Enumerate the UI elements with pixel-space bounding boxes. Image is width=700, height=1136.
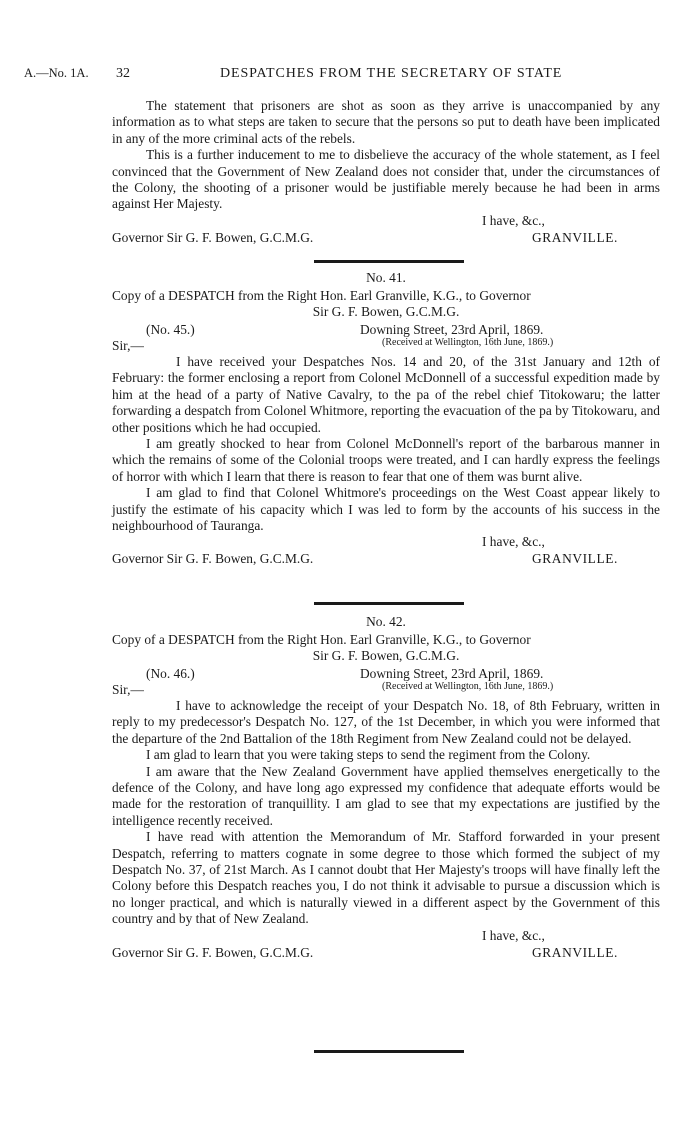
copy-heading-line-1: Copy of a DESPATCH from the Right Hon. Earl Granville, K.G., to Governor [112,288,531,303]
despatch-42 [112,614,660,962]
copy-heading-line-1: Copy of a DESPATCH from the Right Hon. Earl Granville, K.G., to Governor [112,632,531,647]
despatch-paragraph: I have received your Despatches Nos. 14 and 20, of the 31st January and 12th of February: the former enclosing a report from Colonel McDonnell of a successful expedition made by him at the head of a party of Native Cavalry, to the pa of the rebel chief Titokowaru; the latter forwarding a despatch from Colonel Whitmore, reporting the evacuation of the pa by Titokowaru, and other positions which he had occupied. [112,354,660,435]
intro-closing [112,213,660,230]
document-reference: A.—No. 1A. [24,66,89,80]
signature: GRANVILLE. [532,229,618,245]
salutation-row [112,337,660,353]
despatch-number: No. 42. [366,614,406,629]
closing-phrase: I have, &c., [482,212,545,228]
despatch-ref: (No. 45.) [146,322,195,337]
intro-section [112,98,660,247]
despatch-paragraph: I am aware that the New Zealand Government have applied themselves energetically to the defence of the Colony, and have long ago expressed my confidence that adequate efforts would be made for the restoration of tranquillity. I am glad to see that my expectations are justified by the intelligence recently received. [112,763,660,828]
despatch-41 [112,270,660,568]
copy-heading-line-2: Sir G. F. Bowen, G.C.M.G. [312,304,460,319]
salutation-row [112,681,660,697]
recipient: Governor Sir G. F. Bowen, G.C.M.G. [112,551,314,567]
closing-phrase: I have, &c., [482,927,545,943]
despatch-paragraph: I have read with attention the Memorandum of Mr. Stafford forwarded in your present Despatch, referring to matters cognate in some degree to those which formed the subject of my Despatch No. 37, of 21st March. As I cannot doubt that Her Majesty's troops will have finally left the Colony before this Despatch reaches you, I do not think it advisable to pursue a discussion which is no longer practical, and which is naturally viewed in a different aspect by the Government of this country and by that of New Zealand. [112,829,660,927]
despatch-paragraph: I have to acknowledge the receipt of your Despatch No. 18, of 8th February, written in reply to my predecessor's Despatch No. 127, of the 1st December, in which you were informed that the departure of the 2nd Battalion of the 18th Regiment from New Zealand could not be delayed. [112,698,660,746]
received-note: (Received at Wellington, 16th June, 1869.) [382,337,554,348]
section-divider [314,1050,464,1053]
recipient: Governor Sir G. F. Bowen, G.C.M.G. [112,944,314,960]
despatch-paragraph: I am glad to learn that you were taking steps to send the regiment from the Colony. [146,747,591,763]
page-number: 32 [116,66,130,81]
place-date: Downing Street, 23rd April, 1869. [360,322,544,337]
recipient: Governor Sir G. F. Bowen, G.C.M.G. [112,229,314,245]
section-divider [314,260,464,263]
salutation: Sir,— [112,338,144,353]
despatch-number: No. 41. [366,270,406,285]
signature: GRANVILLE. [532,551,618,567]
signature-row [112,551,660,568]
ref-date-row [112,322,660,338]
place-date: Downing Street, 23rd April, 1869. [360,666,544,681]
copy-heading-line-2: Sir G. F. Bowen, G.C.M.G. [312,648,460,663]
intro-signature-line [112,230,660,247]
intro-paragraph: The statement that prisoners are shot as soon as they arrive is unaccompanied by any information as to what steps are taken to secure that the persons so put to death have been implicated in any of the more criminal acts of the rebels. [112,98,660,146]
despatch-paragraph: I am glad to find that Colonel Whitmore's proceedings on the West Coast appear likely to justify the estimate of his capacity which I was led to form by the accounts of his success in the neighbourhood of Tauranga. [112,485,660,534]
closing-phrase: I have, &c., [482,534,545,550]
salutation: Sir,— [112,682,144,697]
received-note: (Received at Wellington, 16th June, 1869.) [382,681,554,692]
intro-paragraph: This is a further inducement to me to disbelieve the accuracy of the whole statement, as I feel convinced that the Government of New Zealand does not consider that, under the circumstances of the Colony, the shooting of a prisoner would be justifiable merely because he had been in arms against Her Majesty. [112,147,660,212]
closing-row [112,928,660,945]
despatch-ref: (No. 46.) [146,666,195,681]
running-header [24,66,664,84]
ref-date-row [112,666,660,682]
signature-row [112,945,660,962]
header-title: DESPATCHES FROM THE SECRETARY OF STATE [220,66,563,81]
despatch-paragraph: I am greatly shocked to hear from Colonel McDonnell's report of the barbarous manner in which the remains of some of the Colonial troops were treated, and I can hardly express the feelings of horror with which I learn that there is reason to fear that one of them was burnt alive. [112,436,660,484]
section-divider [314,602,464,605]
closing-row [112,534,660,551]
signature: GRANVILLE. [532,944,618,960]
